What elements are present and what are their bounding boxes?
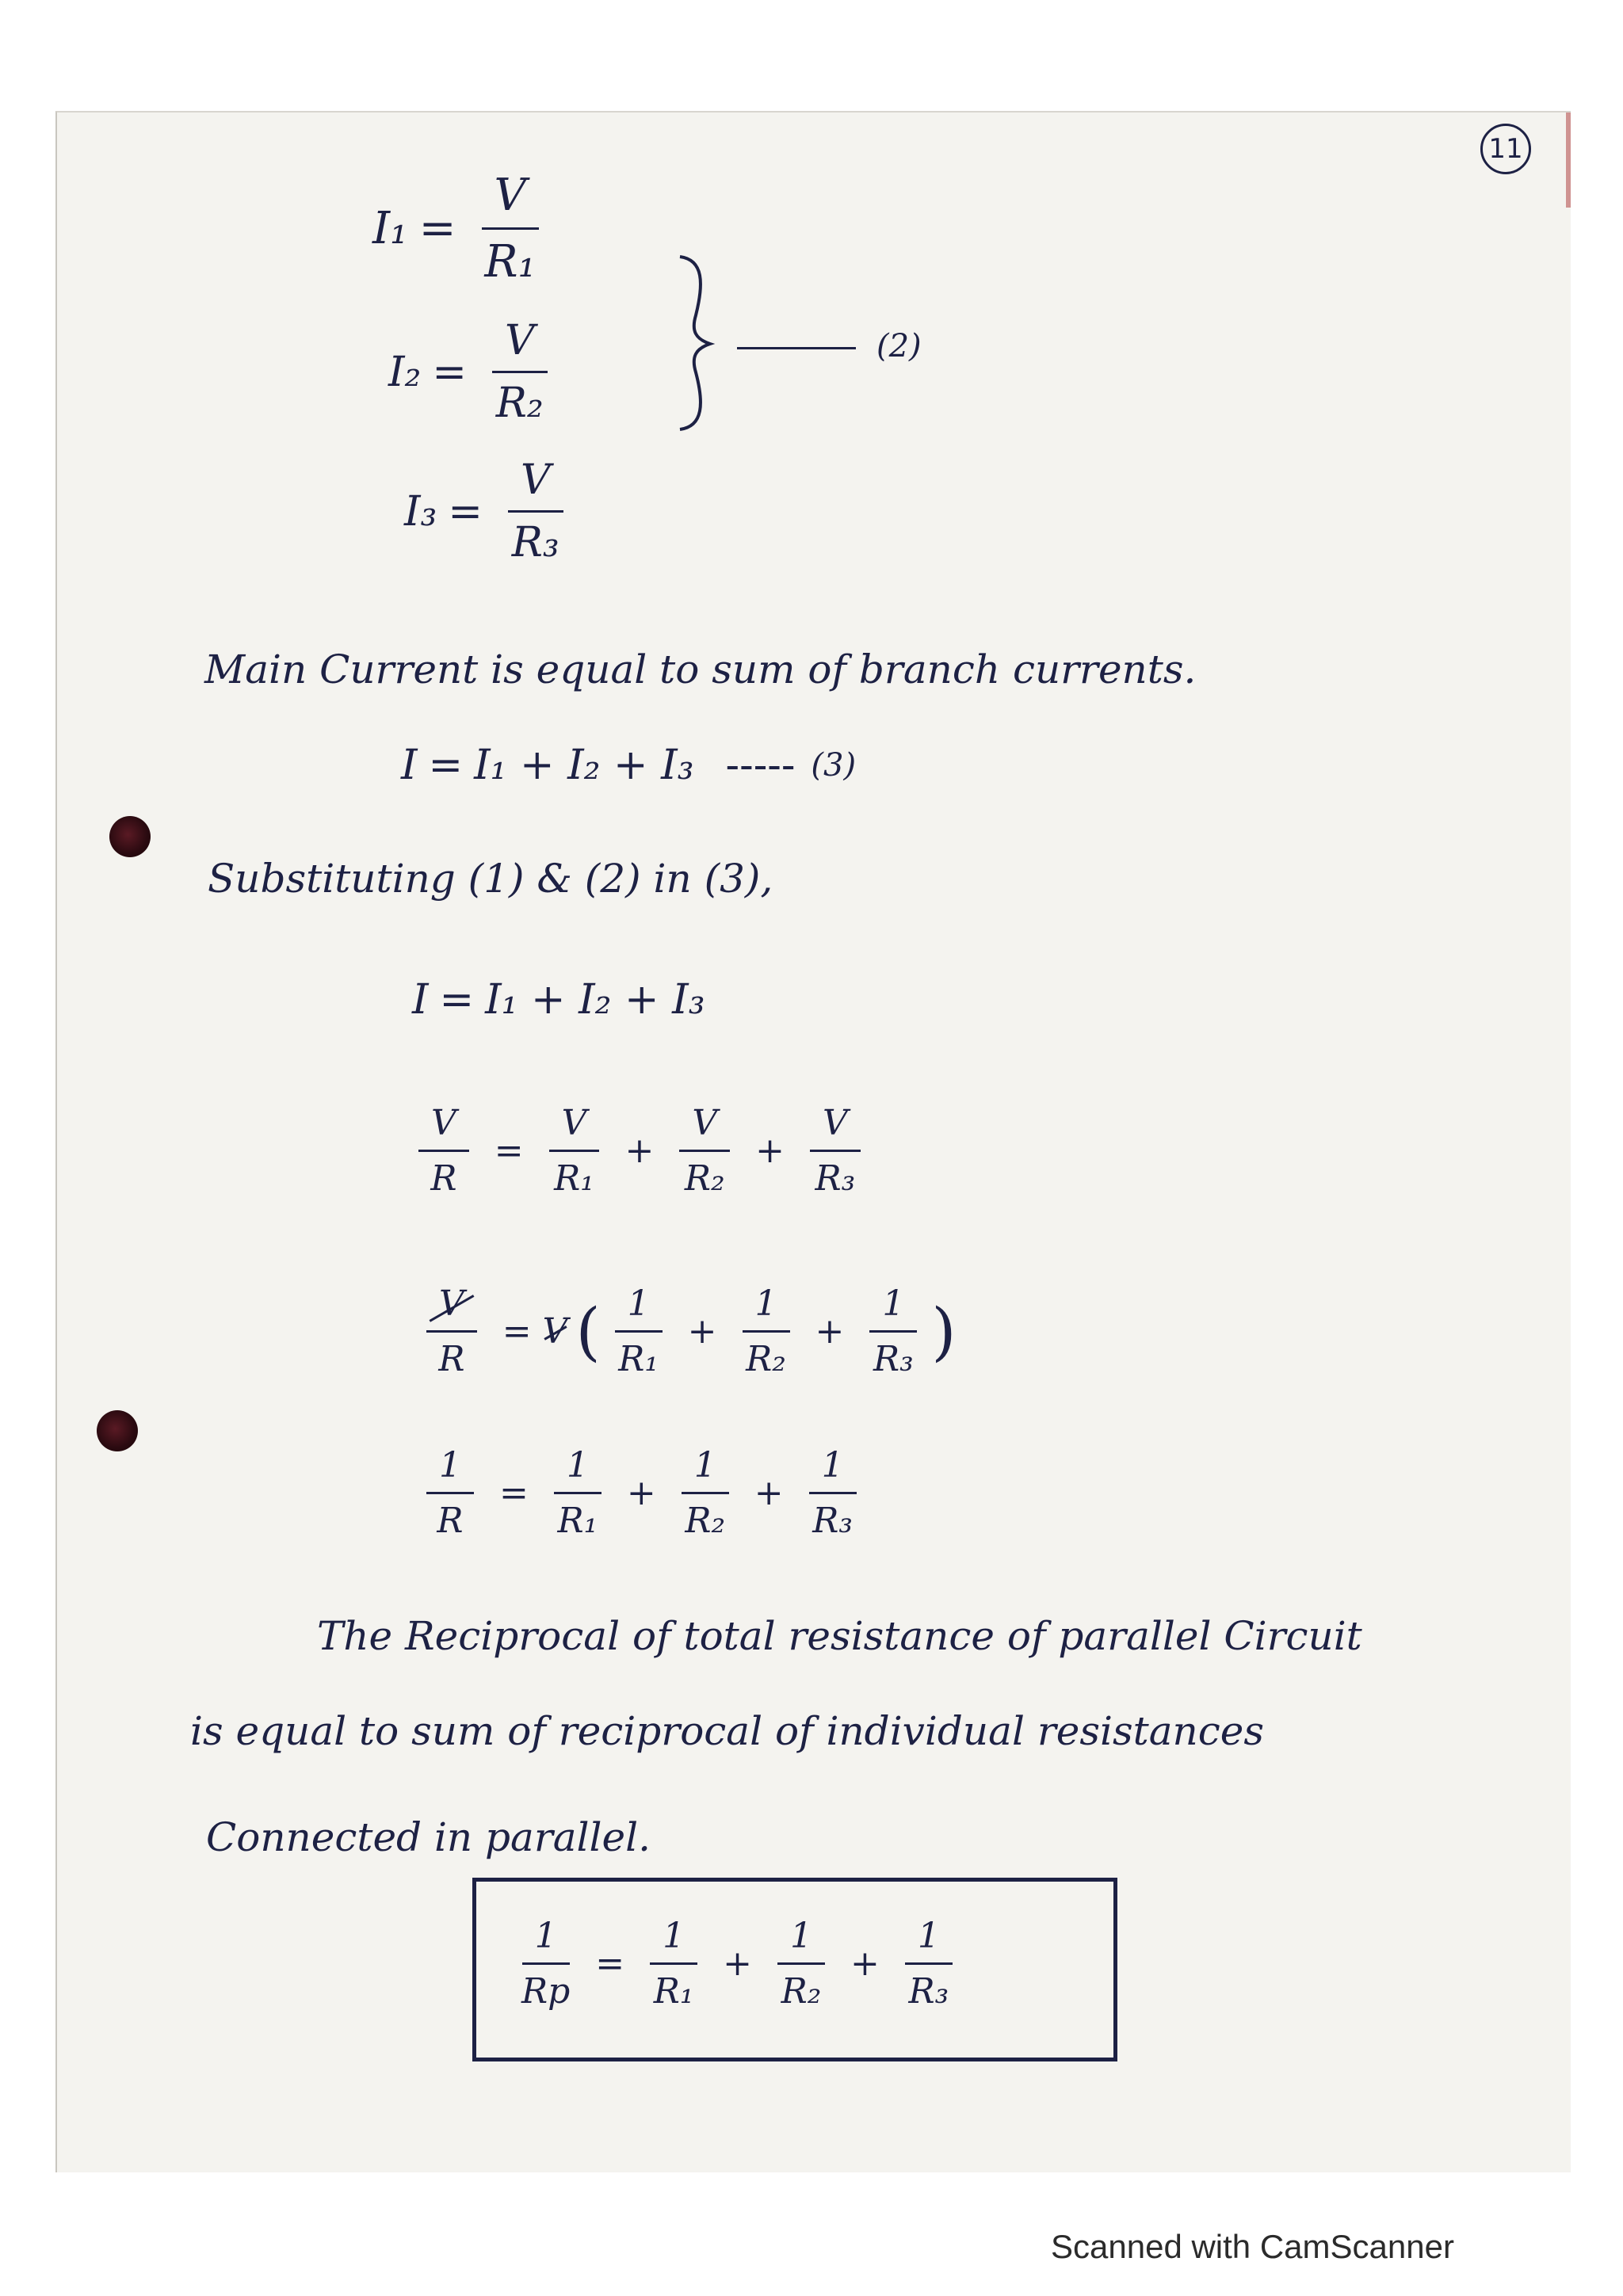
plus-sign: + [624, 1131, 655, 1171]
numerator: 1 [743, 1283, 790, 1333]
equals-sign: = [502, 1311, 532, 1352]
eq-dashes: ----- [725, 742, 796, 789]
fraction [482, 170, 539, 288]
eq-rhs: I₁ + I₂ + I₃ [474, 742, 694, 789]
denominator: R₂ [781, 1971, 822, 2012]
plus-sign: + [687, 1311, 717, 1352]
denominator: R₃ [511, 519, 559, 566]
fraction [521, 1916, 570, 2012]
eq-3 [401, 742, 856, 789]
denominator: R₃ [873, 1339, 914, 1379]
numerator: 1 [809, 1445, 857, 1494]
numerator: V [418, 1103, 469, 1152]
curly-brace [672, 252, 720, 434]
plus-sign: + [755, 1131, 785, 1171]
denominator: R [438, 1339, 465, 1379]
right-paren: ) [931, 1295, 957, 1368]
fraction [743, 1283, 790, 1379]
denominator: R₁ [484, 236, 537, 288]
eq-lhs: I [412, 976, 429, 1024]
denominator: R₃ [908, 1971, 949, 2012]
eq-lhs: I [401, 742, 418, 789]
fraction [810, 1103, 861, 1199]
binder-hole-bottom [97, 1410, 138, 1451]
numerator: V [679, 1103, 730, 1152]
substituting-text: Substituting (1) & (2) in (3), [208, 856, 773, 902]
denominator: R₂ [684, 1158, 725, 1199]
main-current-text: Main Current is equal to sum of branch currents. [204, 646, 1197, 692]
numerator: V [810, 1103, 861, 1152]
denominator: R₂ [495, 379, 544, 427]
branch-current-eq-1 [372, 170, 553, 288]
numerator: 1 [554, 1445, 601, 1494]
equals-sign: = [432, 348, 467, 396]
fraction [426, 1445, 474, 1541]
step-3-eq [412, 1283, 957, 1379]
conclusion-line-2: is equal to sum of reciprocal of individual resistances [190, 1708, 1264, 1754]
fraction [426, 1283, 477, 1379]
brace-leader-line [737, 347, 856, 349]
branch-current-eq-3 [404, 456, 578, 566]
numerator: V [549, 1103, 600, 1152]
numerator: V [492, 317, 548, 373]
denominator: R₂ [746, 1339, 786, 1379]
fraction [869, 1283, 917, 1379]
eq3-label: (3) [811, 747, 857, 784]
left-paren: ( [575, 1295, 601, 1368]
fraction [549, 1103, 600, 1199]
numerator: 1 [777, 1916, 825, 1965]
numerator: 1 [905, 1916, 953, 1965]
numerator: 1 [650, 1916, 697, 1965]
plus-sign: + [815, 1311, 845, 1352]
equals-sign: = [494, 1131, 524, 1171]
plus-sign: + [850, 1943, 880, 1984]
fraction [777, 1916, 825, 2012]
numerator-cancelled: V [426, 1283, 477, 1333]
denominator: R₃ [812, 1501, 854, 1541]
equals-sign: = [595, 1943, 625, 1984]
denominator: R₃ [815, 1158, 856, 1199]
denominator: R₁ [618, 1339, 659, 1379]
branch-current-eq-2 [388, 317, 562, 427]
equals-sign: = [439, 976, 475, 1024]
numerator: V [508, 456, 563, 513]
numerator: 1 [615, 1283, 663, 1333]
fraction [905, 1916, 953, 2012]
numerator: 1 [522, 1916, 570, 1965]
denominator: R [437, 1501, 464, 1541]
equals-sign: = [418, 203, 456, 254]
boxed-formula [507, 1916, 967, 2012]
eq-lhs: I₂ [388, 348, 422, 396]
denominator: R₁ [653, 1971, 694, 2012]
eq-lhs: I₃ [404, 487, 437, 536]
numerator: 1 [426, 1445, 474, 1494]
binder-hole-top [109, 816, 151, 857]
plus-sign: + [626, 1473, 656, 1513]
fraction [650, 1916, 697, 2012]
fraction [418, 1103, 469, 1199]
fraction [809, 1445, 857, 1541]
step-1-eq [412, 976, 705, 1024]
fraction [679, 1103, 730, 1199]
scanner-watermark: Scanned with CamScanner [1051, 2228, 1454, 2265]
denominator: R₂ [685, 1501, 726, 1541]
numerator: 1 [869, 1283, 917, 1333]
equals-sign: = [428, 742, 464, 789]
fraction [508, 456, 563, 566]
eq-rhs: I₁ + I₂ + I₃ [485, 976, 705, 1024]
cancelled-factor: V [542, 1311, 568, 1352]
fraction [492, 317, 548, 427]
eq-lhs: I₁ [372, 203, 408, 254]
eq2-label: (2) [876, 328, 922, 364]
conclusion-line-1: The Reciprocal of total resistance of parallel Circuit [317, 1613, 1362, 1659]
numerator: V [482, 170, 539, 230]
plus-sign: + [754, 1473, 784, 1513]
step-2-eq [404, 1103, 875, 1199]
conclusion-line-3: Connected in parallel. [206, 1814, 651, 1860]
plus-sign: + [723, 1943, 753, 1984]
page-number: 11 [1480, 124, 1531, 174]
denominator: R₁ [557, 1501, 598, 1541]
equals-sign: = [448, 487, 483, 536]
fraction [682, 1445, 729, 1541]
denominator: R₁ [554, 1158, 594, 1199]
equals-sign: = [499, 1473, 529, 1513]
fraction [615, 1283, 663, 1379]
denominator: R [430, 1158, 457, 1199]
numerator: 1 [682, 1445, 729, 1494]
denominator: Rp [521, 1971, 571, 2012]
step-4-eq [412, 1445, 871, 1541]
fraction [554, 1445, 601, 1541]
